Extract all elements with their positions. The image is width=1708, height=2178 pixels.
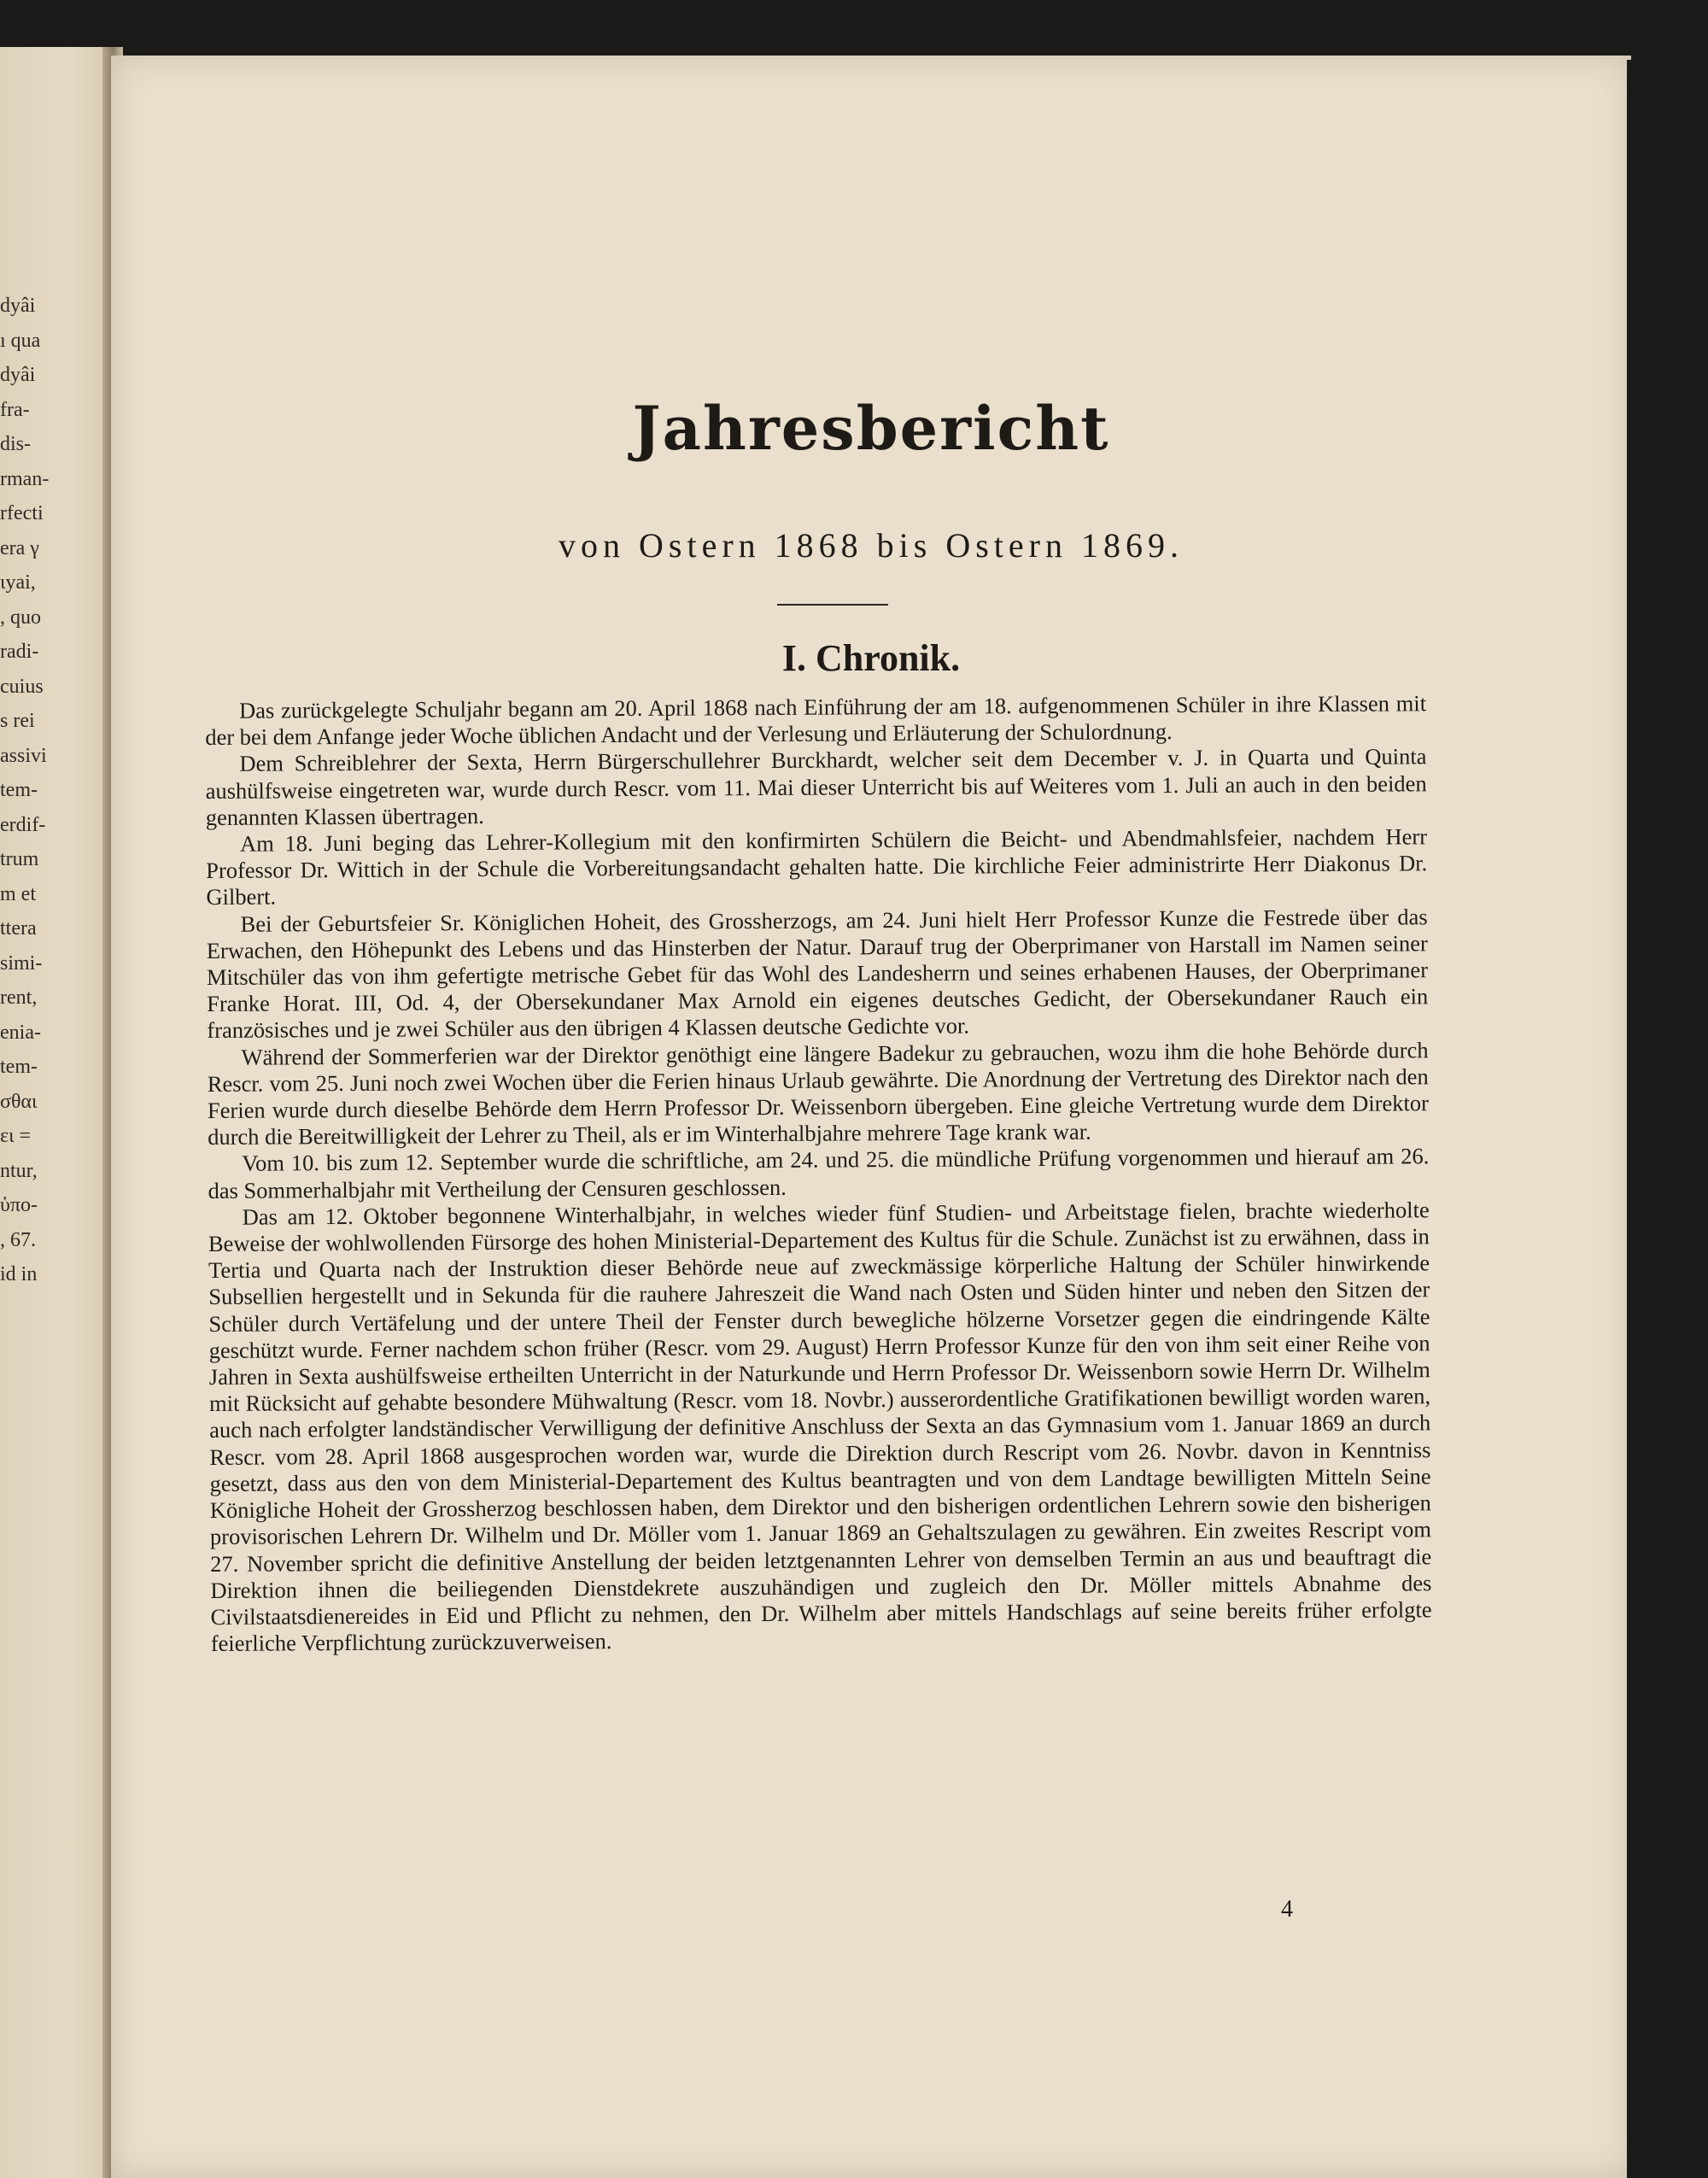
paragraph: Vom 10. bis zum 12. September wurde die schriftliche, am 24. und 25. die mündliche Prüfung vorgenommen und hierauf am 26. das Sommerhalbjahr mit Vertheilung der Censuren geschlossen. xyxy=(208,1143,1430,1203)
paragraph: Bei der Geburtsfeier Sr. Königlichen Hoheit, des Grossherzogs, am 24. Juni hielt Herr Professor Kunze die Festrede über das Erwachen, den Höhepunkt des Lebens und das Hinsterben der Natur. Darauf trug der Oberprimaner von Harstall im Namen seiner Mitschüler das von ihm gefertigte metrische Gebet für das Wohl des Landesherrn und seines erhabenen Hauses, der Oberprimaner Franke Horat. III, Od. 4, der Obersekundaner Max Arnold ein eigenes deutsches Gedicht, der Obersekundaner Rauch ein französisches und je zwei Schüler aus den übrigen 4 Klassen deutsche Gedichte vor. xyxy=(206,903,1429,1044)
previous-page-fragment: tem- xyxy=(0,1056,38,1078)
previous-page-fragment: dyâi xyxy=(0,295,36,317)
previous-page-fragment: fra- xyxy=(0,398,30,421)
previous-page-fragment: dis- xyxy=(0,433,31,455)
previous-page-fragment: σθαι xyxy=(0,1090,38,1113)
title-divider xyxy=(777,604,888,606)
previous-page-fragment: assivi xyxy=(0,744,47,767)
previous-page-fragment: era γ xyxy=(0,536,39,559)
previous-page-fragment: cuius xyxy=(0,675,44,698)
paragraph: Während der Sommerferien war der Direktor genöthigt eine längere Badekur zu gebrauchen, wozu ihm die hohe Behörde durch Rescr. vom 25. Juni noch zwei Wochen über die Ferien hinaus Urlaub gewährte. Die Anordnung der Vertretung des Direktor nach den Ferien wurde durch dieselbe Behörde dem Herrn Professor Dr. Weissenborn übergeben. Eine gleiche Vertretung wurde dem Direktor durch die Bereitwilligkeit der Lehrer zu Theil, als er im Winterhalbjahre mehrere Tage krank war. xyxy=(207,1036,1430,1150)
previous-page-strip xyxy=(0,47,113,2178)
paragraph: Das am 12. Oktober begonnene Winterhalbjahr, in welches wieder fünf Studien- und Arbeitstage fielen, brachte wiederholte Beweise der wohlwollenden Fürsorge des hohen Ministerial-Departement des Kultus für die Schule. Zunächst ist zu erwähnen, dass in Tertia und Quarta nach der Instruktion dieser Behörde neue auf zweckmässige körperliche Haltung der Schüler hinwirkende Subsellien hergestellt und in Sekunda für die rauhere Jahreszeit die Wand nach Osten und Süden hinter und neben den Sitzen der Schüler durch Vertäfelung und der untere Theil der Fenster durch bewegliche hölzerne Vorsetzer gegen die eindringende Kälte geschützt wurde. Ferner nachdem schon früher (Rescr. vom 29. August) Herrn Professor Kunze für den von ihm seit einer Reihe von Jahren in Sexta aushülfsweise ertheilten Unterricht in der Naturkunde und Herrn Professor Dr. Weissenborn sowie Herrn Dr. Wilhelm mit Rücksicht auf gehabte besondere Mühwaltung (Rescr. vom 18. Novbr.) ausserordentliche Gratifikationen bewilligt worden waren, auch nach erfolgter landständischer Verwilligung der definitive Anschluss der Sexta an das Gymnasium vom 1. Januar 1869 an durch Rescr. vom 28. April 1868 ausgesprochen worden war, wurde die Direktion durch Rescript vom 26. Novbr. davon in Kenntniss gesetzt, dass aus den von dem Ministerial-Departement des Kultus beantragten und von dem Landtage bewilligten Mitteln Seine Königliche Hoheit der Grossherzog beschlossen haben, dem Direktor und den bisherigen ordentlichen Lehrern sowie den bisherigen provisorischen Lehrern Dr. Wilhelm und Dr. Möller vom 1. Januar 1869 an Gehaltszulagen zu gewähren. Ein zweites Rescript vom 27. November spricht die definitive Anstellung der beiden letztgenannten Lehrer von demselben Termin an aus und beauftragt die Direktion ihnen die beiliegenden Dienstdekrete auszuhändigen und zugleich den Dr. Möller mittels Abnahme des Civilstaatsdienereides in Eid und Pflicht zu nehmen, den Dr. Wilhelm aber mittels Handschlags auf seine bereits früher erfolgte feierliche Verpflichtung zurückzuverweisen. xyxy=(208,1197,1432,1657)
previous-page-fragment: ı qua xyxy=(0,329,41,352)
previous-page-fragment: dyâi xyxy=(0,364,36,386)
page-number: 4 xyxy=(1281,1896,1293,1923)
previous-page-fragment: ει = xyxy=(0,1125,32,1147)
section-heading: I. Chronik. xyxy=(781,637,961,679)
previous-page-fragment: rfecti xyxy=(0,502,44,524)
paragraph: Dem Schreiblehrer der Sexta, Herrn Bürgerschullehrer Burckhardt, welcher seit dem December v. J. in Quarta und Quinta aushülfsweise eingetreten war, wurde durch Rescr. vom 11. Mai dieser Unterricht bis auf Weiteres vom 1. Juli an auch in den beiden genannten Klassen übertragen. xyxy=(205,743,1427,830)
page-subtitle: von Ostern 1868 bis Ostern 1869. xyxy=(559,526,1184,565)
previous-page-fragment: ιyai, xyxy=(0,571,36,594)
previous-page-fragment: m et xyxy=(0,882,36,905)
previous-page-fragment: , 67. xyxy=(0,1228,36,1251)
previous-page-fragment: ntur, xyxy=(0,1159,38,1182)
previous-page-fragment: s rei xyxy=(0,710,35,732)
previous-page-fragment: radi- xyxy=(0,641,39,663)
page-title: Jahresbericht xyxy=(632,393,1110,464)
body-text xyxy=(205,690,1432,1657)
paragraph: Das zurückgelegte Schuljahr begann am 20. April 1868 nach Einführung der am 18. aufgenommenen Schüler in ihre Klassen mit der bei dem Anfange jeder Woche üblichen Andacht und der Verlesung und Erläuterung der Schulordnung. xyxy=(205,690,1427,751)
previous-page-fragment: tem- xyxy=(0,779,38,801)
previous-page-fragment: erdif- xyxy=(0,813,46,836)
paragraph: Am 18. Juni beging das Lehrer-Kollegium mit den konfirmirten Schülern die Beicht- und Abendmahlsfeier, nachdem Herr Professor Dr. Wittich in der Schule die Vorbereitungsandacht gehalten hatte. Die kirchliche Feier administrirte Herr Diakonus Dr. Gilbert. xyxy=(206,823,1428,910)
previous-page-fragment: trum xyxy=(0,848,39,870)
page-edge-shadow xyxy=(1627,60,1708,2178)
previous-page-fragment: ὑπο- xyxy=(0,1194,38,1216)
previous-page-fragment: id in xyxy=(0,1263,38,1285)
previous-page-fragment: , quo xyxy=(0,606,41,629)
previous-page-fragment: rent, xyxy=(0,987,38,1009)
previous-page-fragment: enia- xyxy=(0,1021,41,1044)
previous-page-fragment: ttera xyxy=(0,917,37,940)
previous-page-fragment: rman- xyxy=(0,467,50,490)
previous-page-fragment: simi- xyxy=(0,951,43,975)
document-page xyxy=(111,56,1631,2178)
